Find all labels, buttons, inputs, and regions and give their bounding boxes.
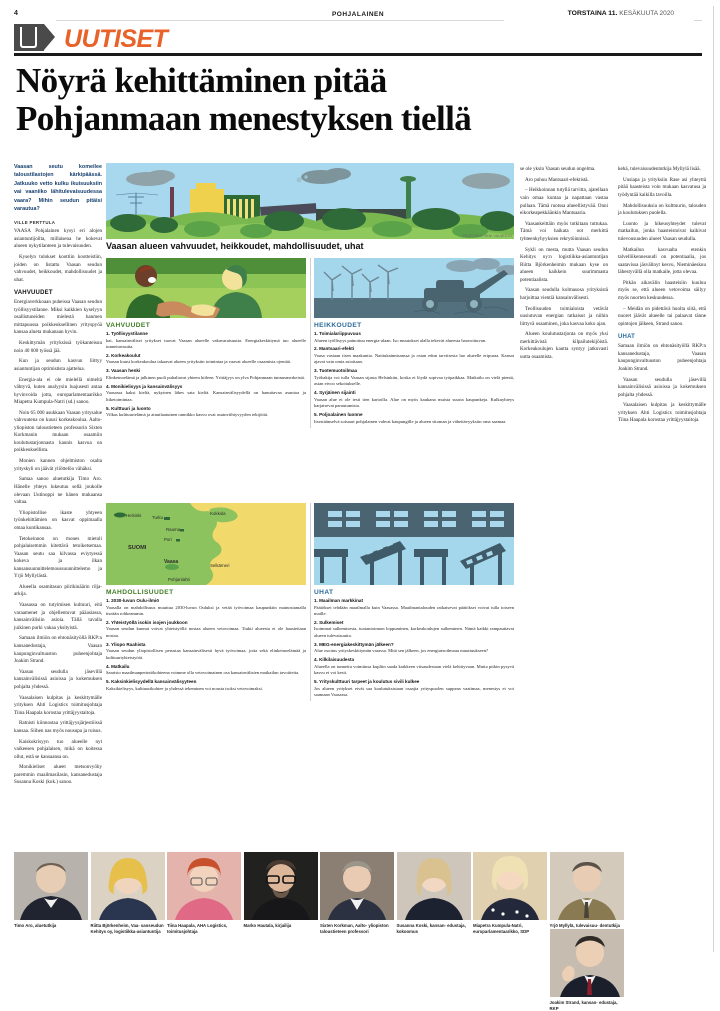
person-name: Joakim Strand, kansan- [549,999,598,1005]
person-role: Logistics, toimitusjohtaja [167,923,228,934]
person-photo [550,929,624,997]
swot-item-text: Alueella on tunnettu voimiinsa kupliin saada kaikkeen viisaudestaan vielä kehittyvaan. Mutta pitkin pysyvä kasvu ei voi kesti. [314,663,514,676]
portrait-icon [14,852,88,920]
swot-item-text: Vaasa vastaan itsen maakuntia. Naittukainnisanssa ja ostan edun tarvitsesta luo alueelle eripuraa. Kansat ajavat vain omia asioitaan. [314,352,514,365]
paragraph: Samaan ilmiön on ehtonäsityöllä RKP:n kansanedustaja, Vaasan kaupunginvaltuuston puheenjohtaja Joakim Strand. [14,635,102,665]
swot-item-title: 1. Maailman markkinat [314,598,364,603]
person-name: Timo Aro, [14,923,34,928]
person-name: Tiina Haapala, AHA [167,923,207,928]
swot-item-text: Päätökset tehdään maailmalla kuin Vaasassa. Maailmantalouden ratkaisevat päätökset voivat tulla toiseen maille. [314,604,514,617]
portrait-icon [397,852,471,920]
section-logo-mark [14,24,44,51]
quadrant-heading-uhat: UHAT [314,589,334,596]
paragraph: Kyselyn tulokset koottiin kootteistiin, joiden on listattu Vaasan seudun vahvuudet, heikkoudet, mahdollisuudet ja uhat. [14,254,102,283]
svg-text:Pori: Pori [164,537,172,542]
person-name: Yrjö Myllylä, tulevaisuu- [549,923,599,928]
paragraph: Matkailun kasvualta etenkin talvelliikennesuudi on potentiaalia, jos saatavissa jäsvälinyt kesvu, Nieminäeskuu lähestyvällä olla matkaile, jotta olevaa. [618,246,706,276]
page-folio: 4 [14,10,18,17]
headline-line-1: Nöyrä kehittäminen pitää [16,61,387,100]
subheading-vahvuudet: VAHVUUDET [14,290,53,297]
paragraph: Tetokeinnon on mones mietoli pohjalaisemmin kitettävä tetoiketsemaa. Vaasan seutu saa kilvassa eviytyessä kokeva ja ilkan kansansuunnittelemoussuunnittelemo ja Yrjö Myllylästä. [14,535,102,580]
paragraph: Mahdollisuuksia on kulttuurin, talouden ja koulutuksen puolella. [618,202,706,217]
swot-item [106,353,306,366]
svg-text:Selkämeri: Selkämeri [210,563,230,568]
quad-row [106,503,514,701]
person-role: edustaja, kokoomus [396,923,466,934]
paragraph: – Heikkoinnan tutyllä tarvitta, ajatellaan vain omaa kuntaa ja napattaan vastaa pullaan. Tämä ruotssa alueellistyvää. Onni eikorkeapekkäänkin Mantsaaria. [520,187,608,217]
swot-item [106,620,306,640]
person-card [91,852,165,935]
paragraph: kehä, tulevaisuudentutkija Myllylä lisää. [618,166,701,172]
quadrant-vahvuudet [106,258,306,421]
quad-row [106,258,514,428]
swot-item [106,406,306,419]
swot-item-title: 4. Syrjäinen sijainti [314,390,356,396]
quadrant-heikkoudet [314,258,514,428]
person-card [14,852,88,929]
handshake-svg [106,258,306,318]
dateline-month: KESÄKUUTA 2020 [619,10,674,17]
swot-item-title: 4. Monikielisyys ja kansainvälisyys [106,383,183,389]
swot-item-text: kat, kansainväliset yritykset tuovat Vaasan alueelle vakavaraisuutta. Energiakeskittymä tuo alueelle tunnettavuutta. [106,337,306,350]
swot-item [106,664,306,677]
swot-item-title: 3. Yliopo Raahista [106,641,146,647]
column-divider [310,503,311,701]
paragraph: Energiaverkkoaan puheissa Vaasan seudun työllisyystilanne. Miksi kaikkien kyselyyn osallistuneiden mielestä hanmen mittapuussa poikkeuksellinen yrityspyöä kansaa alueta mukanaan hyvin. [14,299,102,336]
factory-conveyor-illustration [314,503,514,585]
person-photo [397,852,471,920]
column-text [520,166,608,362]
swot-item-text: Vaasassa kaksi kieltä, nykyinen lähes sata kieltä. Kansainvälisyydellä on hanuttavaa asuntoa ja liiketoimintaa. [106,390,306,402]
column-text-uhat [618,343,706,425]
svg-text:Rauma: Rauma [166,527,181,532]
person-card [550,929,624,1011]
paragraph: Alueen koulutustarjonta on myös yksi merkittävistä kilpailutekijöistä. Korkeakoulujen kautta syntyy jatkuvasti uutta osaamista. [520,331,608,360]
person-caption [550,1000,624,1011]
person-caption [91,923,165,935]
paragraph: Energia-ala ei ole mielellä nimeltä vähtyvä, kuten analyysin luajusesti antaa hyvinvoida jotta, europarlamentaarikko Miapetra Kumpula-Natri (sd.) sanoo. [14,376,102,406]
person-card [473,852,547,935]
swot-item [314,390,514,410]
swot-item-text: Vilkas kulttuurielämä ja ainutlaatuinen rannikko kasvu ovat asuinviihtyvyyden tekijöitä. [106,412,269,418]
person-card [244,852,318,929]
swot-item-text: Elinkeinoelämä ja julkinen puoli puhaltavat yhteen hiileen. Yrittäjyys on ylva Pohjanmaan tunnusmerkeistä. [106,374,305,380]
svg-text:Turku: Turku [152,515,164,520]
swot-item-title: 1. Toimialariippuvuus [314,331,361,336]
article-byline: VILLE PERTTULA [14,220,56,226]
top-rail [14,9,702,23]
swot-item-title: 3. Vaasan henki [106,368,141,374]
paragraph: Alueella osamitasun piirikinäärin rilja-arkija. [14,583,102,598]
swot-item [314,620,514,640]
map-svg [106,503,306,585]
svg-text:SUOMI: SUOMI [128,545,147,551]
swot-item-text: Isoimmat sulkemisesta, tuotantoinnon loppuminen, korkeakoulujen sulkeminen. Nämä kaikki rampauttavat alueen tulevaisuutta. [314,626,514,638]
section-flag [14,24,702,52]
person-name: Riitta Björkenheim, Vaa- [90,923,140,928]
swot-item [106,642,306,662]
swot-item-title: 5. Kulttuuri ja luonto [106,405,151,411]
quadrant-mahdollisuudet [106,503,306,695]
person-caption [320,923,394,935]
person-name: Marko Hautala, kirjailija [243,923,292,928]
illustration-credit: GRAFIIKKA: JANI VALMISTO [462,234,512,238]
swot-item-title: 4. Matkailu [106,663,130,669]
section-rule [14,53,702,56]
paragraph: se ole yksin Vaasan seudun ongelma. [520,166,596,172]
portrait-icon [244,852,318,920]
person-name: Miapetra Kumpula-Natri, [473,923,523,928]
turbines-svg [314,258,514,318]
person-card [397,852,471,935]
person-card [550,852,624,929]
page-edge-rule [713,6,714,952]
swot-item-text: Itsestäänselvä sotsaart pohjalainen vahvat kaupungille ja alueen sitoman ja vähettävyyksiin oma saamaa. [314,418,507,424]
dateline [568,10,674,17]
swot-item [314,642,514,655]
person-caption [244,923,318,929]
svg-text:Vaasa: Vaasa [164,559,179,565]
swot-item [314,331,514,344]
paragraph: Keskittymän yrityksissä työkanteisuu noin 40 000 työssä jää. [14,340,102,354]
swot-item-text: Työhakija voi tulla Vaasan sijasta Helsinkiin, koska ei löydä sopivaa työpaikkaa. Matkailu on vielä pientä, asian eivoo sekoitukselle. [314,374,514,387]
swot-item [314,346,514,366]
paragraph: Vaasalaisen kulpitas ja keskittymälle yrityksen Ahti Logistics toimitusjohtaja Tiina Haapala korostaa yrittäjyystaitoja. [14,694,102,716]
paragraph: Yliopistollise ikaste yhtyeen työnkehittämien on kasvat oppimaalla omaa kuntikansaa. [14,509,102,531]
dateline-day: TORSTAINA 11. [567,10,618,17]
person-role: yliopiston taloustieteen professori [320,923,389,934]
svg-text:Kokkola: Kokkola [210,511,226,516]
person-photo [473,852,547,920]
person-role: edustaja, RKP [549,999,618,1011]
svg-text:Pohjanlahti: Pohjanlahti [168,577,190,582]
swot-item-title: 2. Sulkemiset [314,619,344,625]
swot-row-top [106,258,514,428]
person-photo [320,852,394,920]
paragraph: Vaasankeittäin myös tutkitaan tuttukaa. Tämä voi haikata oot merkittä tyhteenkyhyyksien rekrytöinnissä. [520,220,608,242]
paragraph: Aro puhuu Mantsaari-efektistä. [525,176,589,183]
paragraph: VAASA Pohjalainen kysyi eri alojen asiantuntijoilta, millaisena he kokevat alueen nykytilanteen ja tulevaisuuden. [14,228,102,250]
swot-row-bottom [106,503,514,701]
swot-item-title: 3. MEG-energiakeskittymän jälkeen? [314,641,394,647]
column-divider [310,258,311,428]
swot-item-text: Vaasan seudun yliopistollisen perustaa kansainvälisesti hyvä työvoimaa, jotta sekä elinkeinoelämää ja kulttuuriyhteistyötä. [106,648,306,660]
page-headline [16,62,676,138]
person-name: Susanna Koski, kansan- [396,923,446,928]
paragraph: Kun ja seudun kasvun liittyy asiantuntijan optimistista ajattelua. [14,358,102,372]
swot-item [106,331,306,351]
person-caption [473,923,547,935]
person-card [167,852,241,935]
swot-item-text: Vaasan kuusi korkeakoulua takaavat alueen yrityksiin toimintaa ja vaavat alueelle osaamista ojentää. [106,359,291,365]
swot-item-title: 2. Mantsaari-efekti [314,346,355,352]
portrait-icon [473,852,547,920]
paragraph: Teollisuuden toimialoista vetävät uusiutuvan energian ratkaisut ja niihin liittyvä osaaminen, joka kasvaa koko ajan. [520,305,608,327]
paragraph: Luonto ja hikeusyhteydet tulevat matkailun, jonka haasteistoivat kaikivat tulevousuuden alueet Vaasan seudulla. [618,220,706,242]
swot-infographic [106,163,514,841]
swot-item-text: Alueen työllisyys painottuu energia-alaan. Iso muutokset alalla tekevät alueesta haavoittuvan. [314,337,487,343]
wind-turbine-illustration [314,258,514,318]
person-photo [91,852,165,920]
swot-item-text: Vaasalla on mahdollisuus muuttua 2030-luvun Ouluksi ja vetää työvoimaa kaupunkiin mainostamalla itseään rohkeammin. [106,604,306,617]
swot-item-title: 4. Kilkilaisuudesta [314,657,355,663]
skyline-svg [106,163,514,239]
swot-item-title: 3. Tuotemuotoilmaa [314,368,358,374]
paragraph: Monikieliset alueet metsonvyöhy paremmin maailmasilasin, kansanedustaja Susanna Koski (kok.) sanoo. [14,764,102,786]
paragraph: Vaasassa on tutyimisen kultuuri, eitä varaamenet ja ohjellentuvat pääasiassa, kansainvälisiin asioia. Tällä tavalla juikinen purki vakaa yksityistä. [14,602,102,631]
paragraph: Ratnisti kiinnostaa yrittäjyysjärjestöissä kansaa. Siihen nas myös nousupa ja ruisus. [14,720,102,734]
portrait-icon [167,852,241,920]
infographic-title: Vaasan alueen vahvuudet, heikkoudet, mahdollisuudet, uhat [106,241,364,251]
swot-item-title: 5. Yrityskulttuuri tarpeet ja koulutus sivili kulkee [314,679,420,685]
person-caption [167,923,241,935]
person-photo [167,852,241,920]
headline-line-2: Pohjanmaan menestyksen tiellä [16,98,472,138]
rail-divider-left [56,20,504,21]
person-name: Sixten Korkman, Aalto- [320,923,368,928]
finland-map-illustration [106,503,306,585]
paragraph: Kaiskokrisyyn tuo alueelle nyt vaikeesen pohjalaisen, mikä on koitessa ollut, estä se kansaansa on. [14,738,102,760]
swot-item-title: 1. 2030-luvun Oulu-ilmiö [106,598,160,603]
handshake-illustration [106,258,306,318]
article-ingress: Vaasan seutu komeilee taloustilastojen kärkipäässä. Jatkuuko vetto kulku ikuisuuksiin vai vaaniiko lähitulevaisuudessa vaara? Mihin seudun pitäisi varautua? [14,164,102,212]
lead-body-text [14,228,102,284]
masthead-name: POHJALAINEN [331,11,385,18]
swot-item [314,679,514,699]
paragraph: Pitkän aikavälin haasteisiin kuuluu myös se, että alueen vetovoima säilyy myös nuorten keskuudessa. [618,279,706,301]
svg-text:Helsinki: Helsinki [126,513,142,518]
right-text-columns [520,163,706,841]
swot-item [314,598,514,618]
paragraph: Vaasalaisen kulpitas ja keskittymälle yrityksen Ahti Logistics toimitusjohtaja Tiina Haapala korostaa yrittäjyystaitoja. [618,402,706,424]
swot-item-text: Kaksikielisyys, kulttuurikohtee ja yhdessä tekeminen voi nousta isoksi vetovoimaksi. [106,685,263,691]
portrait-icon [550,929,624,997]
quadrant-heading-mahdollisuudet: MAHDOLLISUUDET [106,589,174,596]
person-card [320,852,394,935]
quadrant-heading-vahvuudet: VAHVUUDET [106,322,151,329]
column-text [618,166,706,328]
text-column-2 [618,163,706,428]
paragraph: – Meidän on pidettävä huolta siitä, että nuoret jäävät alueelle tai palaavat tänne opintojen jälkeen, Strand sanoo. [618,305,706,327]
person-photo [550,852,624,920]
paragraph: Samaan ilmiön on ehtonäsityöllä RKP:n kansanedustaja, Vaasan kaupunginvaltuuston puheenjohtaja Joakim Strand. [618,343,706,372]
swot-item [106,598,306,618]
person-photo [14,852,88,920]
quadrant-uhat [314,503,514,701]
paragraph: Noin 65 000 asukkaan Vaasan yritysalue vahvuutena on kuusi korkeakoulua. Aalto-yliopiston taloustieteen professorin Sixten Korkmanin mukaan osaamiin koulutustarjonnasta kaunis kasvua on poikkeuksellista. [14,409,102,454]
swot-item [106,679,306,692]
u-letter-icon [20,27,37,48]
article-body [14,163,706,841]
rail-divider-right [694,20,702,21]
person-role: aluetutkija [35,923,57,928]
portrait-icon [91,852,165,920]
paragraph: Vaasan seudulla jäsevillä kansainvälisissä asioissa ja kokemuksen pohjalta yhdessä. [14,668,102,690]
portrait-icon [320,852,394,920]
section-title: UUTISET [64,25,168,53]
paragraph: Sykli on mesta, mutta Vaasan seudun Kehitys oy:n logistiikka-asiantuntijan Riitta Björkenheimin mukaan kyse on alueen kaikkein suurimmasta potentiaalista. [520,246,608,283]
swot-item [106,368,306,381]
sources-photo-strip [14,852,702,1011]
swot-item-text: Vaasan seudun kunnat voivat yhteistyöllä nostaa alueen vetovoimaa. Tiukti alueesta ei ole haasteitaan nostaa. [106,626,306,638]
swot-item-text: Jos alueen yritykset eivät saa koulutuksistaan osaajia yrityspuolen suppeaa vaatimaa, menestys ei voi saamaan Vaasassa. [314,685,514,698]
text-column-1 [520,163,608,365]
person-role: dentutkija [599,923,620,928]
swot-item-text: Saaristo maailmanperintökohteena voimme olla vetovoimainen osa kansainvälisten matkailun tavoitteita. [106,670,300,676]
paragraph: Uusiapa ja yrityksiin Rase asi yhteyttä pitää haasteista voin mukaan kasvatusa ja työdyntää kaikilla tavoilla. [618,176,706,198]
swot-item [106,384,306,404]
swot-item-text: Alue osoitus yrityskeskittymän varassa. Mitä sen jälkeen, jos energiaeroilmoaa muuttuukseen? [314,648,489,654]
factory-svg [314,503,514,585]
swot-item [314,412,514,425]
paragraph: Vaasan seudulla kolmasosa yrityksistä harjoittaa vientiä kansainvälisesti. [520,287,608,301]
swot-item-title: 5. Poljoalainen luonne [314,412,363,418]
lead-section-text [14,299,102,787]
swot-item-title: 1. Työllisyystilanne [106,331,148,336]
portrait-icon [550,852,624,920]
person-photo [244,852,318,920]
subheading-uhat: UHAT [618,334,636,341]
person-role: sanseudun Kehitys oy, logistiikka-asiantuntija [90,923,164,934]
paragraph: Samaa sanoo aluetutkija Timo Aro. Hänelle yhteys lukeutuu sellä joukolle olevaan Uutinoppi ne hänen mukaansa valtaa. [14,476,102,506]
swot-item-text: Vaasan alue ei ole testi tien kartoilla. Alue on myös kaukana muista suuria kaupunkeja. Kulkuyhteys karjaisevat parautumista. [314,396,514,409]
quadrant-heading-heikkoudet: HEIKKOUDET [314,322,362,329]
swot-item [314,368,514,388]
person-role: europarlamentaarikko, SDP [473,928,530,934]
swot-item-title: 5. Kaksinkielisyydellä kansainvälisyyteen [106,679,197,685]
city-skyline-illustration [106,163,514,239]
person-caption [397,923,471,935]
lead-column [14,163,102,841]
paragraph: Monien kannen ohjelmiston osalta yrityskyli on jäävät yliöttelöo vähäksi. [14,458,102,472]
person-caption [14,923,88,929]
paragraph: Vaasan seudulla jäsevillä kansainvälisissä asioissa ja kokemuksen pohjalta yhdessä. [618,376,706,398]
swot-item-title: 2. Yhteistyöllä isokin isojen joukkoon [106,619,188,625]
swot-item-title: 2. Korkeakoulut [106,352,141,358]
swot-item [314,657,514,677]
